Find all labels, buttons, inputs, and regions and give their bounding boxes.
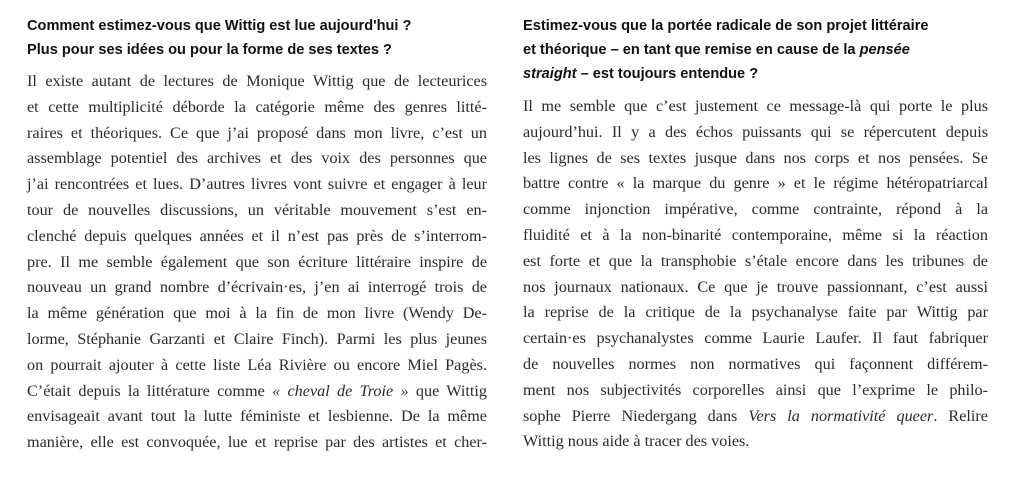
left-column (27, 14, 487, 456)
left-question-line: Plus pour ses idées ou pour la forme de ses textes ? (27, 42, 392, 58)
right-answer-line: de nouvelles normes non normatives qui façonnent différem- (523, 354, 988, 373)
left-answer-line: clenché depuis quelques années et il n’est pas près de s’interrom- (27, 226, 487, 245)
left-answer-line: pre. Il me semble également que son écriture littéraire inspire de (27, 252, 487, 271)
right-answer-line: ment nos subjectivités corporelles ainsi que l’exprime le philo- (523, 380, 988, 399)
right-answer-line: Il me semble que c’est justement ce message-là qui porte le plus (523, 97, 988, 115)
italic-title: « cheval de Troie » (272, 381, 409, 400)
left-answer-line: envisageait avant tout la lutte féministe et lesbienne. De la même (27, 407, 487, 426)
right-answer (523, 94, 988, 455)
text-segment: sophe Pierre Niedergang dans (523, 406, 749, 425)
right-answer-line: comme injonction impérative, comme contrainte, répond à la (523, 200, 988, 219)
right-answer-line (523, 404, 988, 430)
right-question-line: Estimez-vous que la portée radicale de son projet littéraire (523, 18, 929, 34)
left-answer-line: et cette multiplicité déborde la catégorie même des genres litté- (27, 97, 487, 116)
right-question-line (523, 38, 988, 62)
left-question-line: Comment estimez-vous que Wittig est lue aujourd'hui ? (27, 18, 412, 34)
left-answer-line (27, 379, 487, 405)
text-segment: que Wittig (408, 381, 487, 400)
left-answer-line: on pourrait ajouter à cette liste Léa Rivière ou encore Miel Pagès. (27, 355, 487, 374)
left-answer-line: tour de nouvelles discussions, un véritable mouvement s’est en- (27, 200, 487, 219)
left-question (27, 14, 487, 62)
left-answer-line: la même génération que moi à la fin de mon livre (Wendy De- (27, 304, 487, 323)
left-answer (27, 69, 487, 456)
left-answer-line: j’ai rencontrées et lues. D’autres livres vont suivre et engager à leur (27, 175, 487, 194)
left-answer-line: nouveau un grand nombre d’écrivain·es, j’en ai interrogé trois de (27, 278, 487, 297)
left-answer-line: manière, elle est convoquée, lue et reprise par des artistes et cher- (27, 433, 487, 452)
right-answer-line: battre contre « la marque du genre » et le régime hétéropatriarcal (523, 174, 988, 193)
italic-term: pensée (859, 42, 910, 58)
right-answer-line: aujourd’hui. Il y a des échos puissants qui se répercutent depuis (523, 122, 988, 141)
left-answer-line: raires et théoriques. Ce que j’ai proposé dans mon livre, c’est un (27, 123, 487, 142)
text-segment: – est toujours entendue ? (576, 66, 759, 82)
right-answer-line: est forte et que la transphobie s’étale encore dans les tribunes de (523, 251, 988, 270)
text-segment: C’était depuis la littérature comme (27, 381, 273, 400)
right-answer-line: Wittig nous aide à tracer des voies. (523, 432, 750, 451)
right-answer-line: la reprise de la critique de la psychanalyse faite par Wittig par (523, 303, 988, 322)
right-answer-line: fluidité et à la non-binarité contemporaine, même si la réaction (523, 225, 988, 244)
right-answer-line: les lignes de ses textes jusque dans nos corps et nos pensées. Se (523, 148, 988, 167)
right-question (523, 14, 988, 86)
italic-term: straight (523, 66, 577, 82)
right-answer-line: certain·es psychanalystes comme Laurie Laufer. Il faut fabriquer (523, 329, 988, 348)
text-segment: et théorique – en tant que remise en cause de la (523, 42, 860, 58)
text-segment: . Relire (933, 406, 988, 425)
left-answer-line: lorme, Stéphanie Garzanti et Claire Finch). Parmi les plus jeunes (27, 329, 487, 348)
left-answer-line: assemblage potentiel des archives et des voix des personnes que (27, 149, 487, 168)
right-question-line (523, 62, 988, 86)
italic-title: Vers la normativité queer (748, 406, 934, 425)
right-answer-line: nos journaux nationaux. Ce que je trouve passionnant, c’est aussi (523, 277, 988, 296)
right-column (523, 14, 988, 455)
left-answer-line: Il existe autant de lectures de Monique Wittig que de lecteurices (27, 72, 487, 90)
